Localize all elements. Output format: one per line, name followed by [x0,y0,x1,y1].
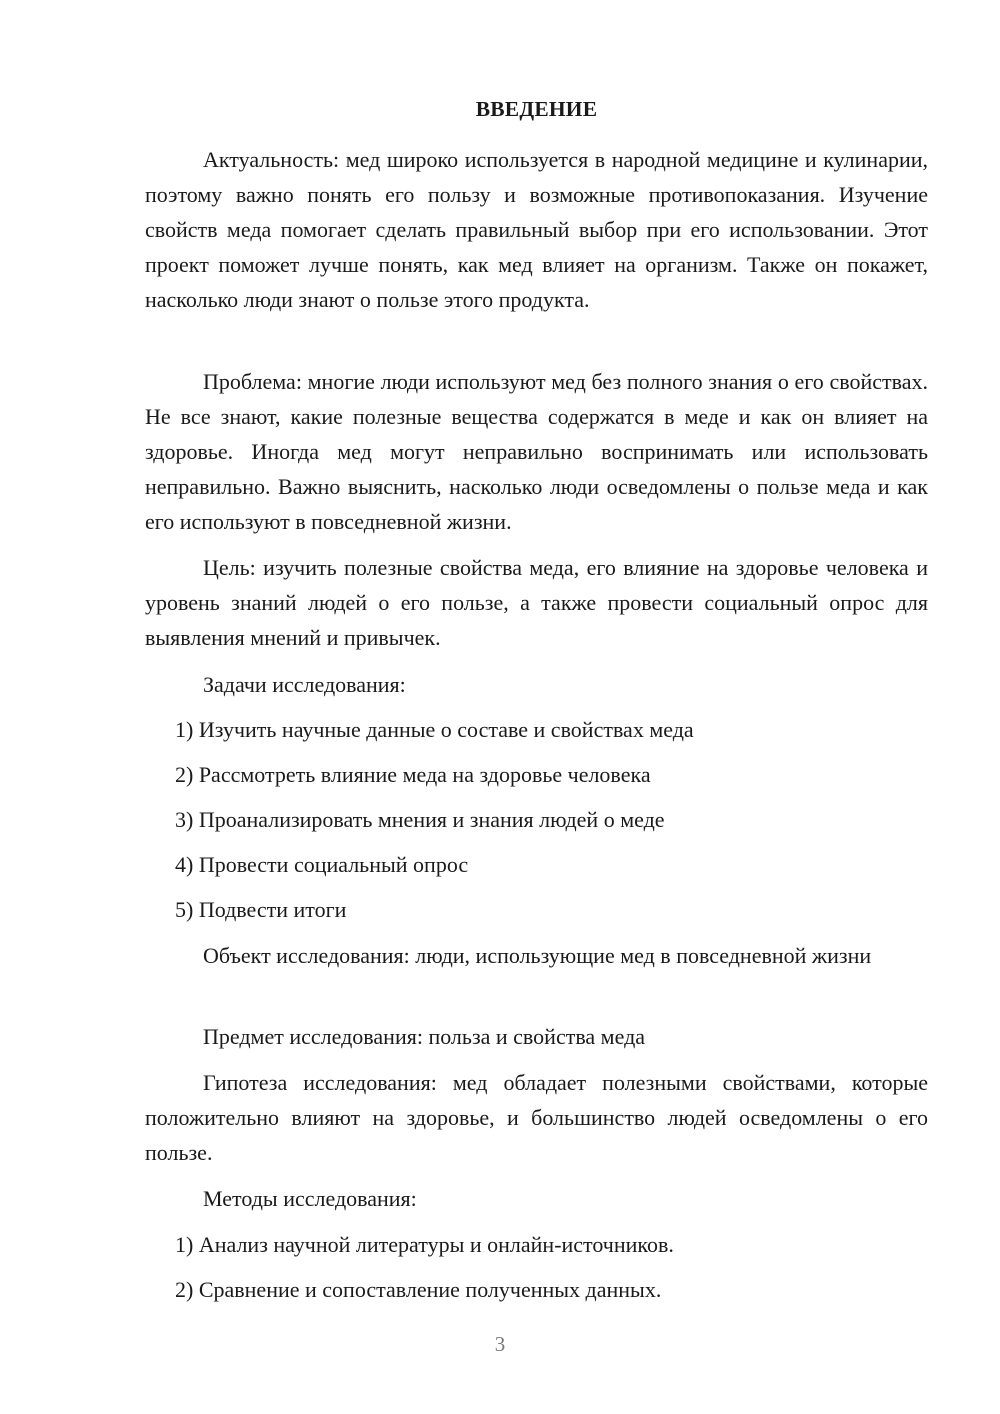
method-item-2: 2) Сравнение и сопоставление полученных данных. [175,1277,662,1302]
method-item-1: 1) Анализ научной литературы и онлайн-источников. [175,1232,674,1257]
section-heading: ВВЕДЕНИЕ [475,97,598,121]
task-item-2: 2) Рассмотреть влияние меда на здоровье человека [175,762,651,787]
task-item-1: 1) Изучить научные данные о составе и свойствах меда [175,717,694,742]
paragraph-object: Объект исследования: люди, использующие мед в повседневной жизни [203,943,872,968]
tasks-title: Задачи исследования: [203,672,406,697]
paragraph-relevance: Актуальность: мед широко используется в народной медицине и кулинарии, поэтому важно понять его пользу и возможные противопоказания. Изучение свойств меда помогает сделать правильный выбор при его использовании. Этот проект поможет лучше понять, как мед влияет на организм. Также он покажет, насколько люди знают о пользе этого продукта. [145,147,928,312]
task-item-5: 5) Подвести итоги [175,897,347,922]
paragraph-problem: Проблема: многие люди используют мед без полного знания о его свойствах. Не все знают, какие полезные вещества содержатся в меде и как он влияет на здоровье. Иногда мед могут неправильно воспринимать или использовать неправильно. Важно выяснить, насколько люди осведомлены о пользе меда и как его используют в повседневной жизни. [145,369,928,534]
task-item-3: 3) Проанализировать мнения и знания людей о меде [175,807,665,832]
paragraph-goal: Цель: изучить полезные свойства меда, его влияние на здоровье человека и уровень знаний людей о его пользе, а также провести социальный опрос для выявления мнений и привычек. [145,555,928,650]
methods-title: Методы исследования: [203,1186,417,1211]
task-item-4: 4) Провести социальный опрос [175,852,469,877]
page-number: 3 [494,1332,506,1356]
paragraph-hypothesis: Гипотеза исследования: мед обладает полезными свойствами, которые положительно влияют на здоровье, и большинство людей осведомлены о его пользе. [145,1070,928,1165]
paragraph-subject: Предмет исследования: польза и свойства меда [203,1024,646,1049]
